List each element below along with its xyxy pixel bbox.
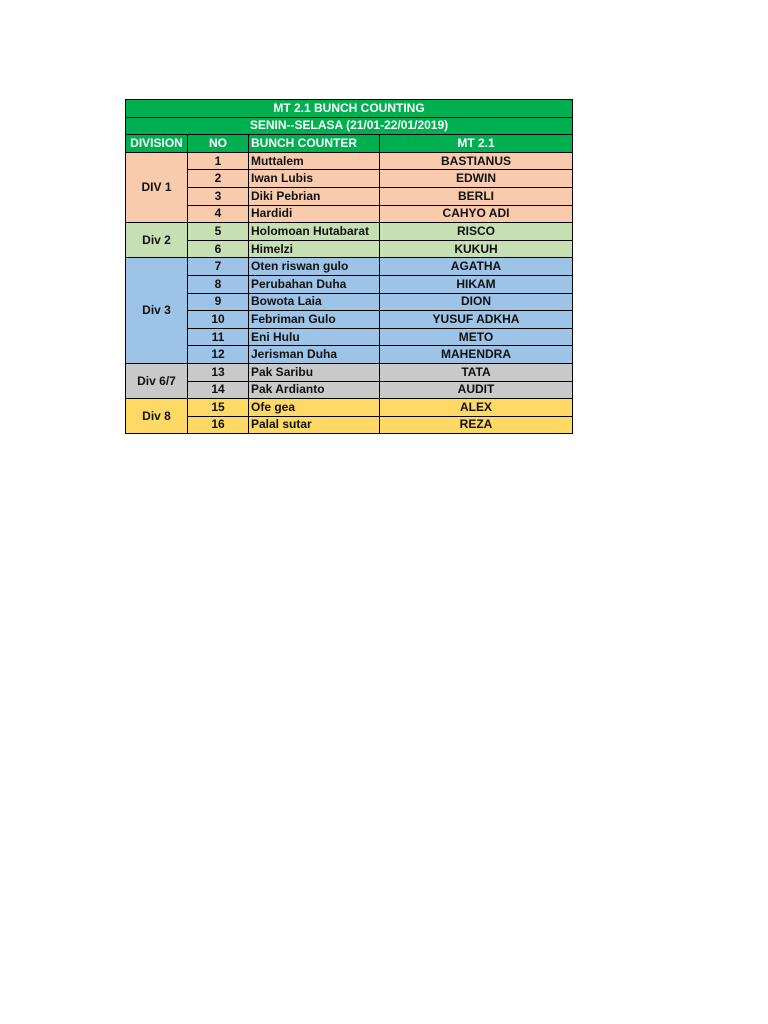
bunch-counter-cell: Febriman Gulo [249,311,380,329]
division-cell: Div 6/7 [126,363,188,398]
table-title: MT 2.1 BUNCH COUNTING [126,100,573,118]
table-row [126,311,573,329]
no-cell: 7 [188,258,249,276]
bunch-counter-cell: Muttalem [249,152,380,170]
no-cell: 15 [188,399,249,417]
no-cell: 3 [188,187,249,205]
mt-cell: REZA [380,416,573,434]
mt-cell: DION [380,293,573,311]
table-row [126,346,573,364]
table-row [126,152,573,170]
table-row [126,381,573,399]
mt-cell: CAHYO ADI [380,205,573,223]
table-row [126,240,573,258]
no-cell: 16 [188,416,249,434]
mt-cell: TATA [380,363,573,381]
no-cell: 13 [188,363,249,381]
table-row [126,293,573,311]
mt-cell: EDWIN [380,170,573,188]
bunch-counter-cell: Pak Saribu [249,363,380,381]
mt-cell: METO [380,328,573,346]
table-row [126,205,573,223]
no-cell: 9 [188,293,249,311]
table-subtitle: SENIN--SELASA (21/01-22/01/2019) [126,117,573,135]
mt-cell: RISCO [380,223,573,241]
bunch-counter-cell: Eni Hulu [249,328,380,346]
division-cell: Div 3 [126,258,188,364]
table-row [126,363,573,381]
no-cell: 6 [188,240,249,258]
header-bunch-counter: BUNCH COUNTER [249,135,380,153]
division-cell: DIV 1 [126,152,188,222]
no-cell: 10 [188,311,249,329]
bunch-counter-cell: Holomoan Hutabarat [249,223,380,241]
bunch-counter-cell: Ofe gea [249,399,380,417]
division-cell: Div 2 [126,223,188,258]
mt-cell: BERLI [380,187,573,205]
bunch-counter-cell: Hardidi [249,205,380,223]
mt-cell: AGATHA [380,258,573,276]
no-cell: 8 [188,275,249,293]
table-row [126,223,573,241]
mt-cell: MAHENDRA [380,346,573,364]
bunch-counting-table [125,99,573,434]
table-row [126,399,573,417]
header-division: DIVISION [126,135,188,153]
subtitle-row [126,117,573,135]
mt-cell: KUKUH [380,240,573,258]
table-row [126,328,573,346]
no-cell: 4 [188,205,249,223]
table-row [126,275,573,293]
table-body [126,100,573,434]
title-row [126,100,573,118]
bunch-counter-cell: Bowota Laia [249,293,380,311]
bunch-counter-cell: Jerisman Duha [249,346,380,364]
no-cell: 1 [188,152,249,170]
mt-cell: ALEX [380,399,573,417]
no-cell: 2 [188,170,249,188]
bunch-counter-cell: Perubahan Duha [249,275,380,293]
bunch-counter-cell: Oten riswan gulo [249,258,380,276]
mt-cell: HIKAM [380,275,573,293]
bunch-counter-cell: Iwan Lubis [249,170,380,188]
no-cell: 11 [188,328,249,346]
header-mt: MT 2.1 [380,135,573,153]
mt-cell: YUSUF ADKHA [380,311,573,329]
table-row [126,187,573,205]
no-cell: 5 [188,223,249,241]
table-row [126,170,573,188]
header-row [126,135,573,153]
bunch-counter-cell: Himelzi [249,240,380,258]
bunch-counter-cell: Palal sutar [249,416,380,434]
no-cell: 14 [188,381,249,399]
table-row [126,258,573,276]
division-cell: Div 8 [126,399,188,434]
mt-cell: BASTIANUS [380,152,573,170]
mt-cell: AUDIT [380,381,573,399]
bunch-counter-cell: Diki Pebrian [249,187,380,205]
bunch-counter-cell: Pak Ardianto [249,381,380,399]
no-cell: 12 [188,346,249,364]
header-no: NO [188,135,249,153]
table-row [126,416,573,434]
